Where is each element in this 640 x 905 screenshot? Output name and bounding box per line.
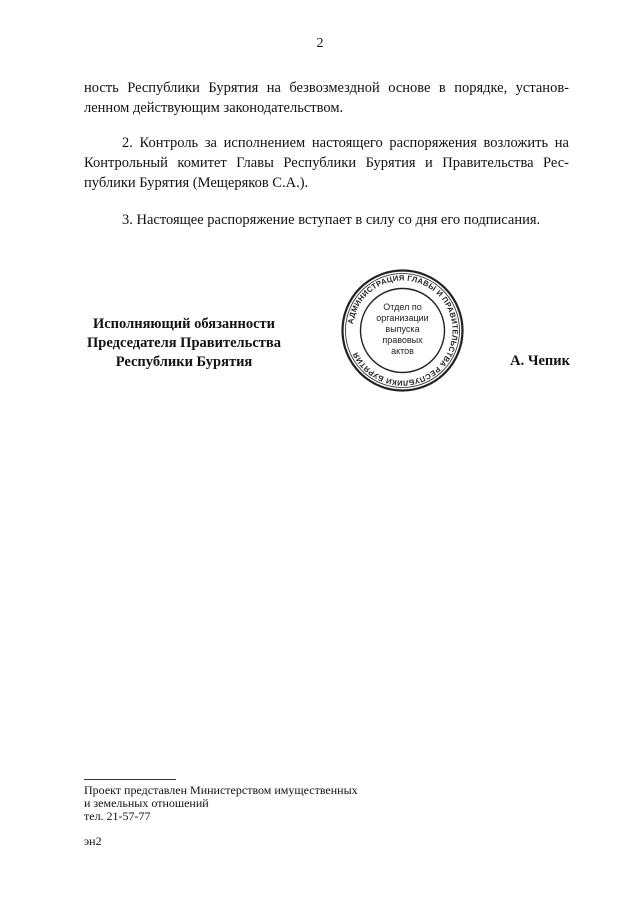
stamp-center-line: актов bbox=[391, 346, 414, 356]
stamp-center-line: правовых bbox=[382, 335, 423, 345]
footnote-divider bbox=[84, 779, 176, 780]
paragraph-line: ленном действующим законодательством. bbox=[84, 100, 344, 116]
footnote-line: Проект представлен Министерством имущественных bbox=[84, 783, 358, 797]
paragraph-3 bbox=[84, 210, 569, 230]
signatory-title-line: Исполняющий обязанности bbox=[92, 316, 276, 332]
footnote-line: тел. 21-57-77 bbox=[84, 809, 151, 823]
paragraph-2 bbox=[84, 133, 569, 193]
stamp-seal-icon bbox=[340, 268, 465, 393]
paragraph-line: 2. Контроль за исполнением настоящего распоряжения возложить на bbox=[122, 135, 569, 151]
paragraph-line: 3. Настоящее распоряжение вступает в силу со дня его подписания. bbox=[122, 212, 541, 228]
paragraph-line: Контрольный комитет Главы Республики Бурятия и Правительства Рес- bbox=[84, 155, 569, 171]
official-stamp bbox=[340, 268, 465, 393]
signatory-title bbox=[84, 315, 284, 372]
signatory-title-line: Председателя Правительства bbox=[87, 335, 281, 351]
stamp-center-line: Отдел по bbox=[383, 302, 422, 312]
footnote bbox=[84, 784, 484, 823]
page-number: 2 bbox=[316, 36, 324, 51]
stamp-center-line: организации bbox=[376, 313, 429, 323]
paragraph-1 bbox=[84, 78, 569, 118]
stamp-ring-text: АДМИНИСТРАЦИЯ ГЛАВЫ И ПРАВИТЕЛЬСТВА РЕСПУБЛИКИ БУРЯТИЯ bbox=[345, 273, 460, 388]
signatory-title-line: Республики Бурятия bbox=[115, 354, 253, 370]
footnote-line: и земельных отношений bbox=[84, 796, 209, 810]
paragraph-line: ность Республики Бурятия на безвозмездной основе в порядке, установ- bbox=[84, 80, 569, 96]
document-code: эн2 bbox=[84, 834, 102, 848]
signatory-name: А. Чепик bbox=[510, 353, 570, 369]
stamp-center-line: выпуска bbox=[385, 324, 420, 334]
paragraph-line: публики Бурятия (Мещеряков С.А.). bbox=[84, 175, 309, 191]
